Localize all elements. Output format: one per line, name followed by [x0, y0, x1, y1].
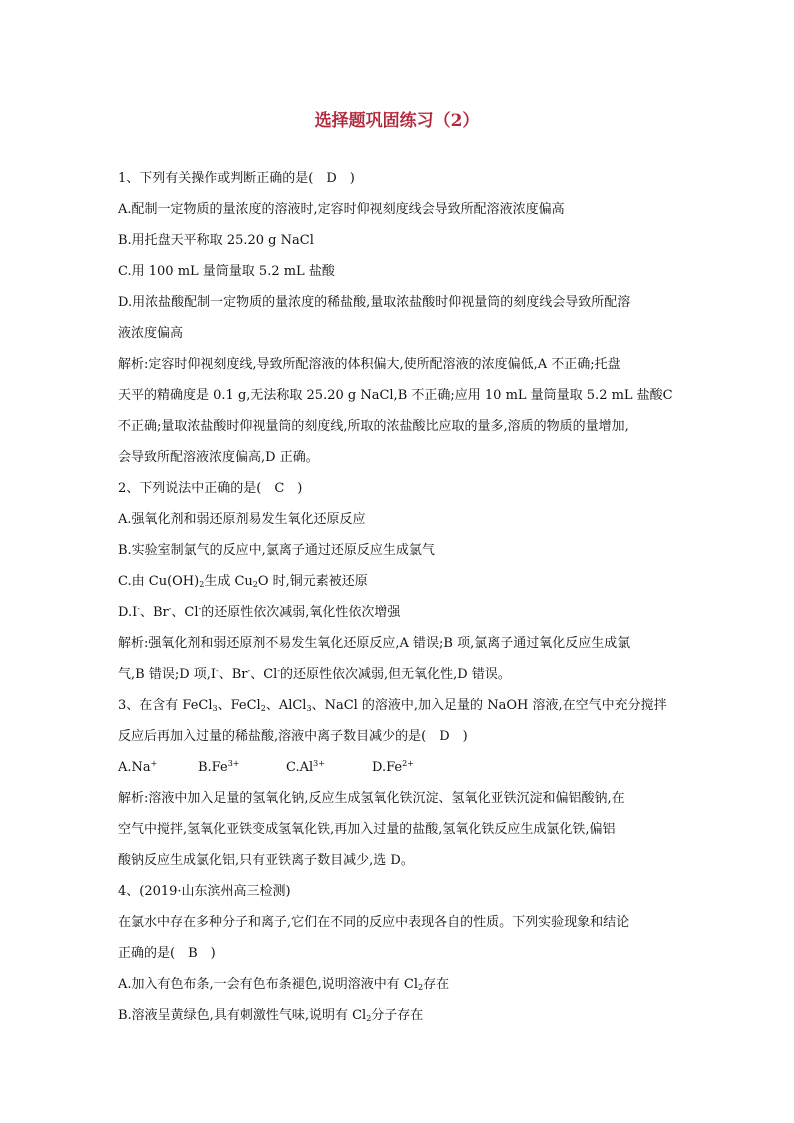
q3-option-d: $D.Fe^{2+}$: [372, 759, 414, 775]
q2-option-a: A.强氧化剂和弱还原剂易发生氧化还原反应: [118, 512, 366, 527]
question-list: [118, 163, 684, 1031]
q2-option-d: D.I-、Br-、Cl-的还原性依次减弱,氧化性依次增强: [118, 604, 401, 620]
q1-option-a: A.配制一定物质的量浓度的溶液时,定容时仰视刻度线会导致所配溶液浓度偏高: [118, 202, 565, 217]
q1-explanation-line1: 解析:定容时仰视刻度线,导致所配溶液的体积偏大,使所配溶液的浓度偏低,A 不正确;托盘: [118, 357, 621, 372]
q3-option-b: $B.Fe^{3+}$: [198, 759, 240, 775]
q1-option-d-line1: D.用浓盐酸配制一定物质的量浓度的稀盐酸,量取浓盐酸时仰视量筒的刻度线会导致所配溶: [118, 295, 631, 310]
q3-option-a: A.Na+: [118, 759, 158, 775]
q1-option-c: C.用 100 mL 量筒量取 5.2 mL 盐酸: [118, 264, 335, 279]
q2-explanation-line2: 气,B 错误;D 项,I-、Br-、Cl-的还原性依次减弱,但无氧化性,D 错误。: [118, 666, 511, 682]
q3-stem-line2: 反应后再加入过量的稀盐酸,溶液中离子数目减少的是( D ): [118, 729, 468, 744]
q3-explanation-line1: 解析:溶液中加入足量的氢氧化钠,反应生成氢氧化铁沉淀、氢氧化亚铁沉淀和偏铝酸钠,在: [118, 791, 625, 806]
q1-explanation-line2: 天平的精确度是 0.1 g,无法称取 25.20 g NaCl,B 不正确;应用 10 mL 量筒量取 5.2 mL 盐酸C: [118, 388, 673, 403]
q1-option-b: B.用托盘天平称取 25.20 g NaCl: [118, 233, 314, 248]
q3-options: [118, 752, 684, 783]
q1-option-d-line2: 液浓度偏高: [118, 326, 184, 341]
q2-option-b: B.实验室制氯气的反应中,氯离子通过还原反应生成氯气: [118, 543, 435, 558]
q2-stem: 2、下列说法中正确的是( C ): [118, 481, 303, 496]
q1-explanation-line4: 会导致所配溶液浓度偏高,D 正确。: [118, 450, 319, 465]
q3-explanation-line3: 酸钠反应生成氯化铝,只有亚铁离子数目减少,选 D。: [118, 853, 414, 868]
q3-stem-line1: 3、在含有 FeCl$_3$、FeCl$_2$、AlCl$_3$、NaCl 的溶液中,加入足量的 NaOH 溶液,在空气中充分搅拌: [118, 698, 667, 713]
q1-stem: 1、下列有关操作或判断正确的是( D ): [118, 171, 355, 186]
q3-option-c: $C.Al^{3+}$: [286, 759, 325, 775]
q2-option-c: C.由 $Cu(OH)_2$生成 $Cu_2O$ 时,铜元素被还原: [118, 574, 368, 589]
q2-explanation-line1: 解析:强氧化剂和弱还原剂不易发生氧化还原反应,A 错误;B 项,氯离子通过氧化反应生成氯: [118, 636, 631, 651]
q4-option-b: B.溶液呈黄绿色,具有刺激性气味,说明有 $Cl_2$分子存在: [118, 1008, 424, 1023]
q4-stem-line1: 在氯水中存在多种分子和离子,它们在不同的反应中表现各自的性质。下列实验现象和结论: [118, 915, 630, 930]
q4-stem-line2: 正确的是( B ): [118, 946, 216, 961]
q4-source: 4、(2019·山东滨州高三检测): [118, 884, 291, 899]
q4-option-a: A.加入有色布条,一会有色布条褪色,说明溶液中有 $Cl_2$存在: [118, 977, 450, 992]
page-title: 选择题巩固练习（2）: [314, 111, 480, 131]
q3-explanation-line2: 空气中搅拌,氢氧化亚铁变成氢氧化铁,再加入过量的盐酸,氢氧化铁反应生成氯化铁,偏铝: [118, 822, 616, 837]
q1-explanation-line3: 不正确;量取浓盐酸时仰视量筒的刻度线,所取的浓盐酸比应取的量多,溶质的物质的量增加,: [118, 419, 629, 434]
